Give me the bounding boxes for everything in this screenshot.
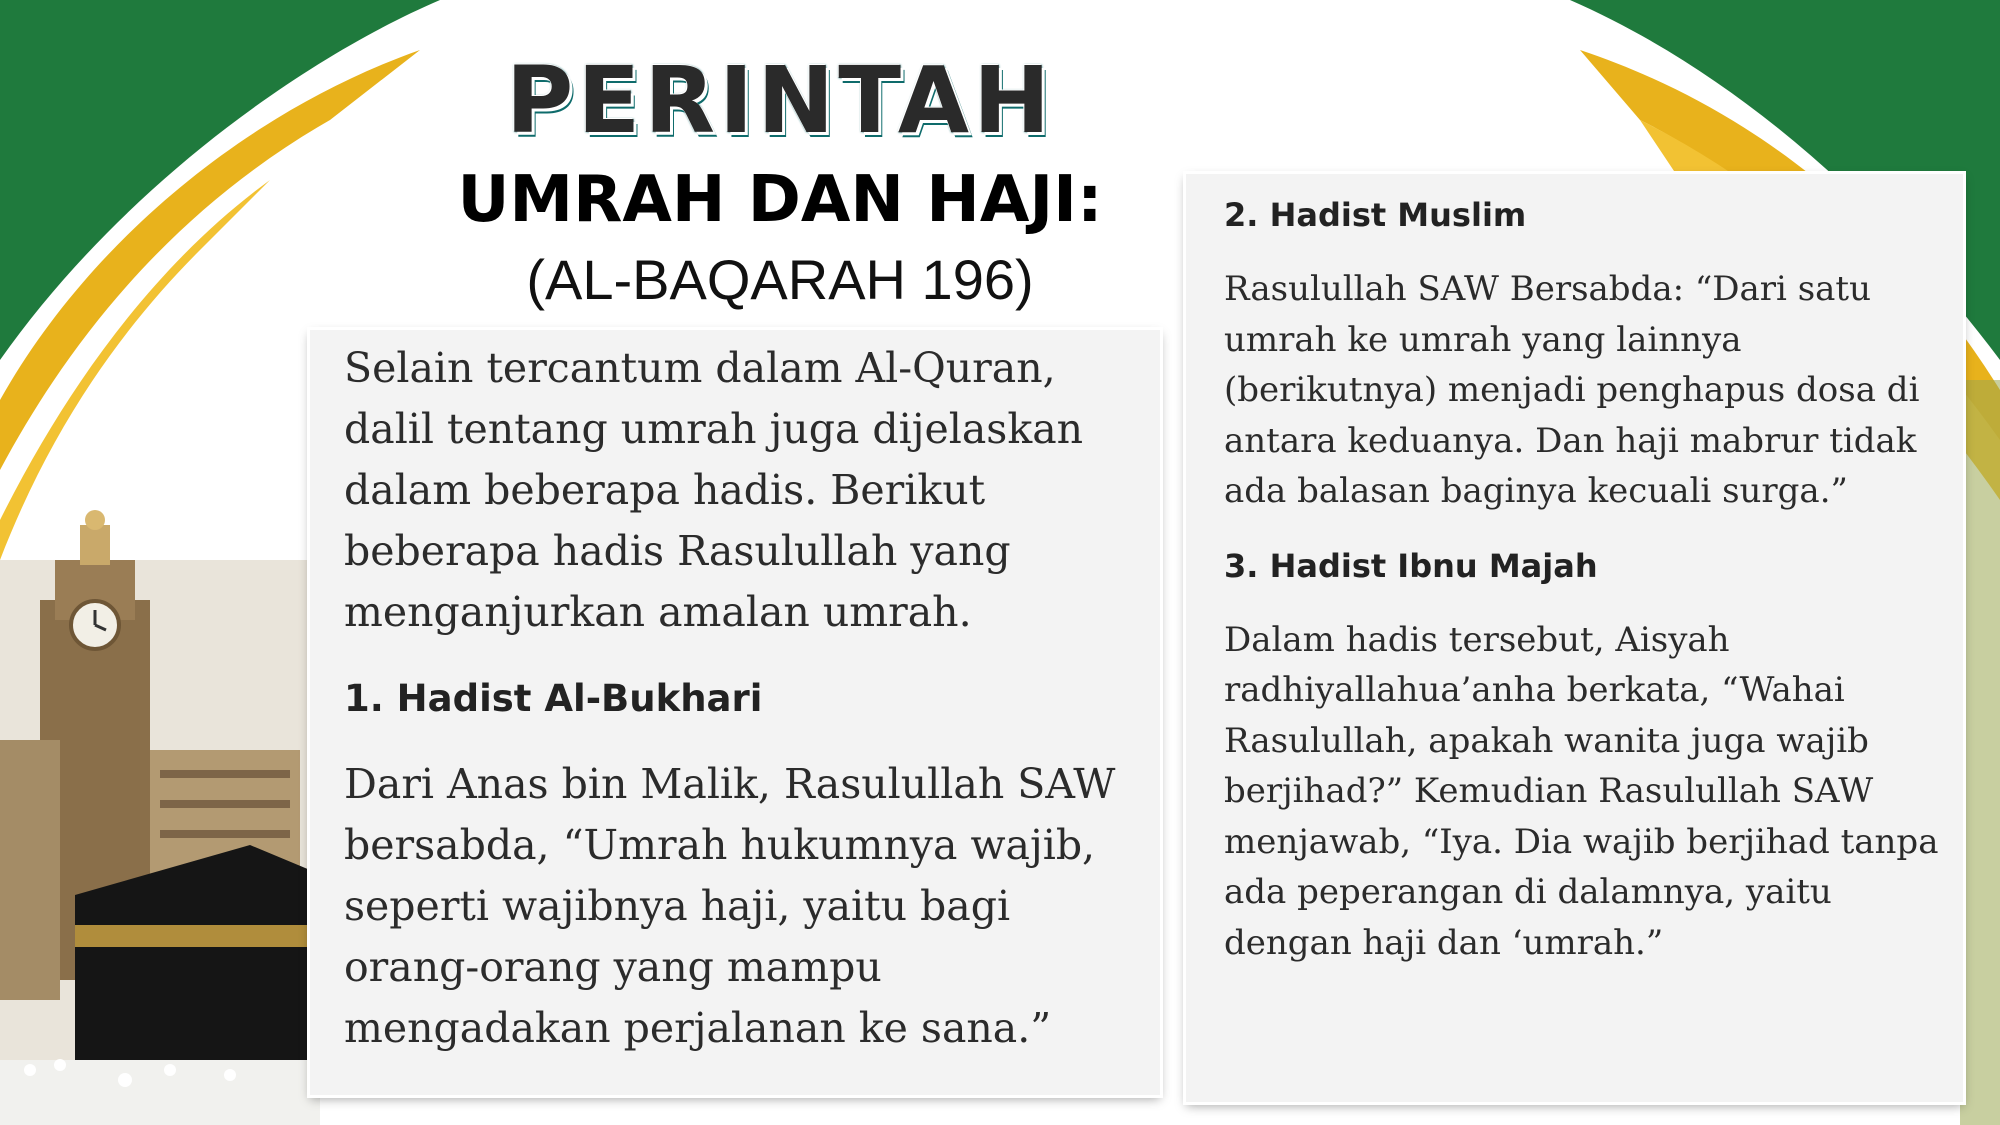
intro-paragraph: Selain tercantum dalam Al-Quran, dalil tentang umrah juga dijelaskan dalam beberapa hadis. Berikut beberapa hadis Rasulullah yang menganjurkan amalan umrah. [344, 344, 1084, 636]
hadith-ibnu-majah-text: Dalam hadis tersebut, Aisyah radhiyallahua’anha berkata, “Wahai Rasulullah, apakah wanita juga wajib berjihad?” Kemudian Rasulullah SAW menjawab, “Iya. Dia wajib berjihad tanpa ada peperangan di dalamnya, yaitu dengan haji dan ‘umrah.” [1224, 619, 1939, 963]
slide-reference: (AL-BAQARAH 196) [526, 248, 1034, 311]
hadith-card-right [1186, 174, 1963, 1102]
hadith-card-left [310, 330, 1160, 1095]
slide-subtitle: UMRAH DAN HAJI: [457, 163, 1103, 237]
hadith-bukhari-heading: 1. Hadist Al-Bukhari [344, 677, 763, 720]
hadith-ibnu-majah-heading: 3. Hadist Ibnu Majah [1224, 546, 1598, 585]
slide-title: PERINTAH [505, 47, 1055, 154]
hadith-muslim-heading: 2. Hadist Muslim [1224, 196, 1527, 234]
hadith-bukhari-text: Dari Anas bin Malik, Rasulullah SAW bersabda, “Umrah hukumnya wajib, seperti wajibnya haji, yaitu bagi orang-orang yang mampu mengadakan perjalanan ke sana.” [344, 760, 1116, 1052]
makkah-scene-image [0, 510, 320, 1125]
greenery-strip [1960, 380, 2000, 1125]
hadith-muslim-text: Rasulullah SAW Bersabda: “Dari satu umrah ke umrah yang lainnya (berikutnya) menjadi penghapus dosa di antara keduanya. Dan haji mabrur tidak ada balasan baginya kecuali surga.” [1224, 269, 1920, 511]
